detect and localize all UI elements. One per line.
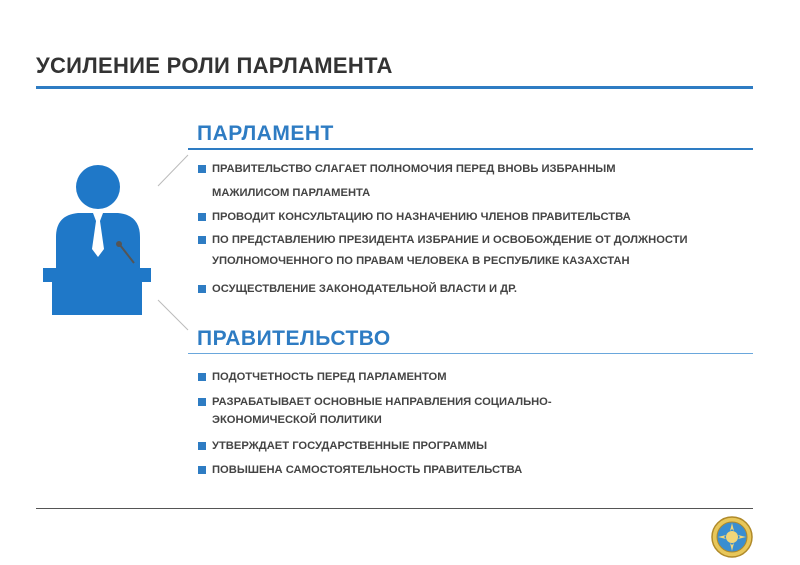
state-emblem-icon: [710, 515, 754, 559]
list-item-line: ПОВЫШЕНА САМОСТОЯТЕЛЬНОСТЬ ПРАВИТЕЛЬСТВА: [212, 464, 523, 476]
speaker-at-podium-icon: [38, 165, 156, 315]
bullet-square-icon: [198, 373, 206, 381]
list-item: [198, 460, 758, 481]
list-item-line: УПОЛНОМОЧЕННОГО ПО ПРАВАМ ЧЕЛОВЕКА В РЕСПУБЛИКЕ КАЗАХСТАН: [212, 255, 630, 267]
bullet-square-icon: [198, 442, 206, 450]
bullet-square-icon: [198, 236, 206, 244]
list-item-line: МАЖИЛИСОМ ПАРЛАМЕНТА: [212, 187, 371, 199]
list-item: [198, 230, 758, 272]
list-item: [198, 159, 758, 204]
list-item: [198, 367, 758, 388]
list-item: [198, 436, 758, 457]
list-item: [198, 207, 758, 228]
list-item-line: ЭКОНОМИЧЕСКОЙ ПОЛИТИКИ: [212, 414, 382, 426]
section-heading-parliament: ПАРЛАМЕНТ: [197, 122, 334, 145]
page-title: УСИЛЕНИЕ РОЛИ ПАРЛАМЕНТА: [36, 53, 393, 78]
bullet-square-icon: [198, 398, 206, 406]
list-item-line: УТВЕРЖДАЕТ ГОСУДАРСТВЕННЫЕ ПРОГРАММЫ: [212, 440, 488, 452]
bottom-divider: [36, 508, 753, 509]
list-item-line: ПРАВИТЕЛЬСТВО СЛАГАЕТ ПОЛНОМОЧИЯ ПЕРЕД ВНОВЬ ИЗБРАННЫМ: [212, 163, 616, 175]
section-divider-parliament: [188, 148, 753, 150]
bullet-square-icon: [198, 213, 206, 221]
section-heading-government: ПРАВИТЕЛЬСТВО: [197, 327, 391, 350]
bullet-square-icon: [198, 466, 206, 474]
list-item-line: ОСУЩЕСТВЛЕНИЕ ЗАКОНОДАТЕЛЬНОЙ ВЛАСТИ И ДР.: [212, 283, 517, 295]
list-item-line: ПРОВОДИТ КОНСУЛЬТАЦИЮ ПО НАЗНАЧЕНИЮ ЧЛЕНОВ ПРАВИТЕЛЬСТВА: [212, 211, 631, 223]
bullet-square-icon: [198, 165, 206, 173]
list-item: [198, 393, 758, 429]
bullet-square-icon: [198, 285, 206, 293]
list-item-line: ПОДОТЧЕТНОСТЬ ПЕРЕД ПАРЛАМЕНТОМ: [212, 371, 447, 383]
list-item: [198, 279, 758, 300]
list-item-line: РАЗРАБАТЫВАЕТ ОСНОВНЫЕ НАПРАВЛЕНИЯ СОЦИАЛЬНО-: [212, 396, 552, 408]
list-item-line: ПО ПРЕДСТАВЛЕНИЮ ПРЕЗИДЕНТА ИЗБРАНИЕ И ОСВОБОЖДЕНИЕ ОТ ДОЛЖНОСТИ: [212, 234, 688, 246]
section-divider-government: [188, 353, 753, 354]
